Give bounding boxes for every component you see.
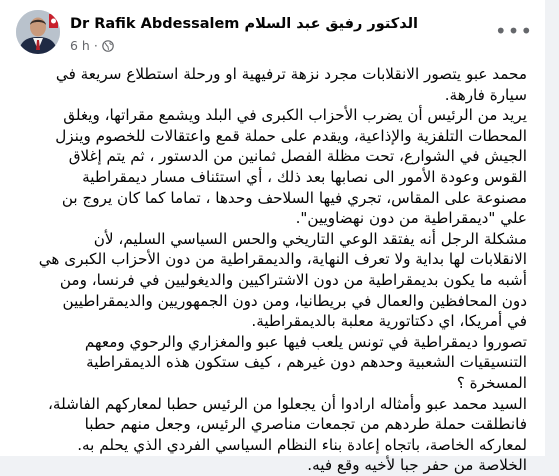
post-meta bbox=[70, 38, 114, 53]
avatar-image bbox=[16, 10, 60, 54]
more-options-icon[interactable]: ••• bbox=[494, 19, 534, 43]
post-paragraph-2: يريد من الرئيس أن يضرب الأحزاب الكبرى في البلد ويشمع مقراتها، ويغلق المحطات التلفزية والإذاعية، ويقدم على حملة قمع واعتقالات للخصوم وينزل الجيش في الشوارع، تحت مظلة الفصل ثمانين من الدستور ، ثم يتم إغلاق القوس وعودة الأمور الى نصابها بعد ذلك ، أي استئناف مسار ديمقراطية مصنوعة على المقاس، تجري فيها السلاحف وحدها ، تماما كما كان يروج بن علي "ديمقراطية من دون نهضاويين". bbox=[55, 106, 527, 228]
post-body bbox=[38, 64, 527, 476]
post-time[interactable]: 6 h bbox=[70, 38, 90, 53]
avatar[interactable] bbox=[16, 10, 60, 54]
page-background-strip bbox=[545, 0, 559, 456]
post-paragraph-6: الخلاصة من حفر جبا لأخيه وقع فيه. bbox=[307, 456, 527, 475]
post-paragraph-3: مشكلة الرجل أنه يفتقد الوعي التاريخي والحس السياسي السليم، لأن الانقلابات لها بداية ولا تعرف النهاية، والديمقراطية من دون الأحزاب الكبرى هي أشبه ما يكون بديمقراطية من دون الاشتراكيين والديغوليين في فرنسا، ومن دون المحافظين والعمال في بريطانيا، ومن دون الجمهوريين والديمقراطيين في أمريكا، اي دكتاتورية معلبة بالديمقراطية. bbox=[38, 229, 527, 331]
author-name[interactable]: Dr Rafik Abdessalem الدكتور رفيق عبد السلام bbox=[70, 16, 419, 32]
globe-icon[interactable] bbox=[102, 40, 114, 52]
post-header bbox=[16, 10, 534, 56]
post-paragraph-4: تصوروا ديمقراطية في تونس يلعب فيها عبو والمغزاري والرحوي ومعهم التنسيقيات الشعبية وحدهم دون غيرهم ، كيف ستكون هذه الديمقراطية المسخرة ؟ bbox=[84, 332, 527, 392]
post-paragraph-5: السيد محمد عبو وأمثاله ارادوا أن يجعلوا من الرئيس حطبا لمعاركهم الفاشلة، فانطلقت حملة طردهم من تجمعات مناصري الرئيس، وجعل منهم حطبا لمعاركه الخاصة، باتجاه إعادة بناء النظام السياسي الفردي الذي يحلم به. bbox=[48, 394, 527, 454]
post-paragraph-1: محمد عبو يتصور الانقلابات مجرد نزهة ترفيهية او ورحلة استطلاع سريعة في سيارة فارهة. bbox=[55, 65, 527, 104]
meta-separator: · bbox=[93, 38, 98, 53]
